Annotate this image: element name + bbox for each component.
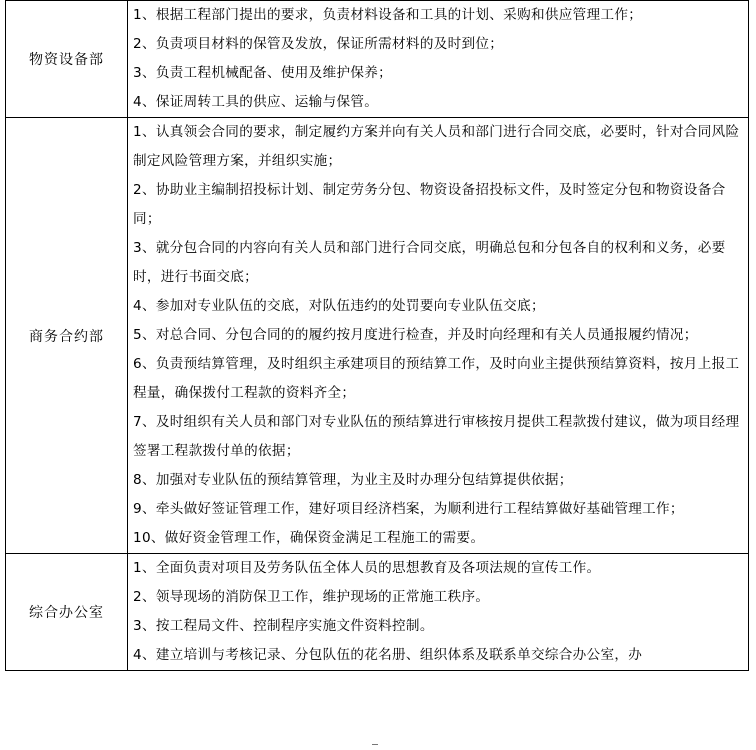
duty-item: 6、负责预结算管理，及时组织主承建项目的预结算工作，及时向业主提供预结算资料，按月上报工程量，确保拨付工程款的资料齐全； bbox=[133, 356, 740, 401]
duty-list bbox=[128, 1, 749, 118]
department-name: 商务合约部 bbox=[6, 118, 128, 554]
duty-item: 3、就分包合同的内容向有关人员和部门进行合同交底，明确总包和分包各自的权利和义务，必要时，进行书面交底； bbox=[133, 240, 726, 285]
duty-item: 4、保证周转工具的供应、运输与保管。 bbox=[133, 94, 379, 110]
page-mark bbox=[372, 744, 378, 745]
duty-item: 7、及时组织有关人员和部门对专业队伍的预结算进行审核按月提供工程款拨付建议，做为项目经理签署工程款拨付单的依据； bbox=[133, 414, 740, 459]
duty-item: 3、按工程局文件、控制程序实施文件资料控制。 bbox=[133, 618, 434, 634]
table-row bbox=[6, 1, 749, 118]
duty-item: 10、做好资金管理工作，确保资金满足工程施工的需要。 bbox=[133, 530, 485, 546]
duty-item: 1、根据工程部门提出的要求，负责材料设备和工具的计划、采购和供应管理工作； bbox=[133, 7, 643, 23]
duty-item: 4、参加对专业队伍的交底，对队伍违约的处罚要向专业队伍交底； bbox=[133, 298, 545, 314]
table-row bbox=[6, 554, 749, 671]
duty-item: 4、建立培训与考核记录、分包队伍的花名册、组织体系及联系单交综合办公室，办 bbox=[133, 647, 643, 663]
duty-item: 1、认真领会合同的要求，制定履约方案并向有关人员和部门进行合同交底，必要时，针对合同风险制定风险管理方案，并组织实施； bbox=[133, 124, 740, 169]
duty-item: 1、全面负责对项目及劳务队伍全体人员的思想教育及各项法规的宣传工作。 bbox=[133, 560, 601, 576]
duty-item: 2、负责项目材料的保管及发放，保证所需材料的及时到位； bbox=[133, 36, 504, 52]
duty-item: 2、协助业主编制招投标计划、制定劳务分包、物资设备招投标文件，及时签定分包和物资设备合同； bbox=[133, 182, 726, 227]
table-row bbox=[6, 118, 749, 554]
department-name: 物资设备部 bbox=[6, 1, 128, 118]
duty-item: 8、加强对专业队伍的预结算管理，为业主及时办理分包结算提供依据； bbox=[133, 472, 573, 488]
duty-list bbox=[128, 118, 749, 554]
department-name: 综合办公室 bbox=[6, 554, 128, 671]
duty-table bbox=[5, 0, 749, 671]
duty-item: 9、牵头做好签证管理工作，建好项目经济档案，为顺利进行工程结算做好基础管理工作； bbox=[133, 501, 684, 517]
duty-item: 5、对总合同、分包合同的的履约按月度进行检查，并及时向经理和有关人员通报履约情况； bbox=[133, 327, 698, 343]
duty-item: 3、负责工程机械配备、使用及维护保养； bbox=[133, 65, 393, 81]
duty-item: 2、领导现场的消防保卫工作，维护现场的正常施工秩序。 bbox=[133, 589, 490, 605]
duty-list bbox=[128, 554, 749, 671]
